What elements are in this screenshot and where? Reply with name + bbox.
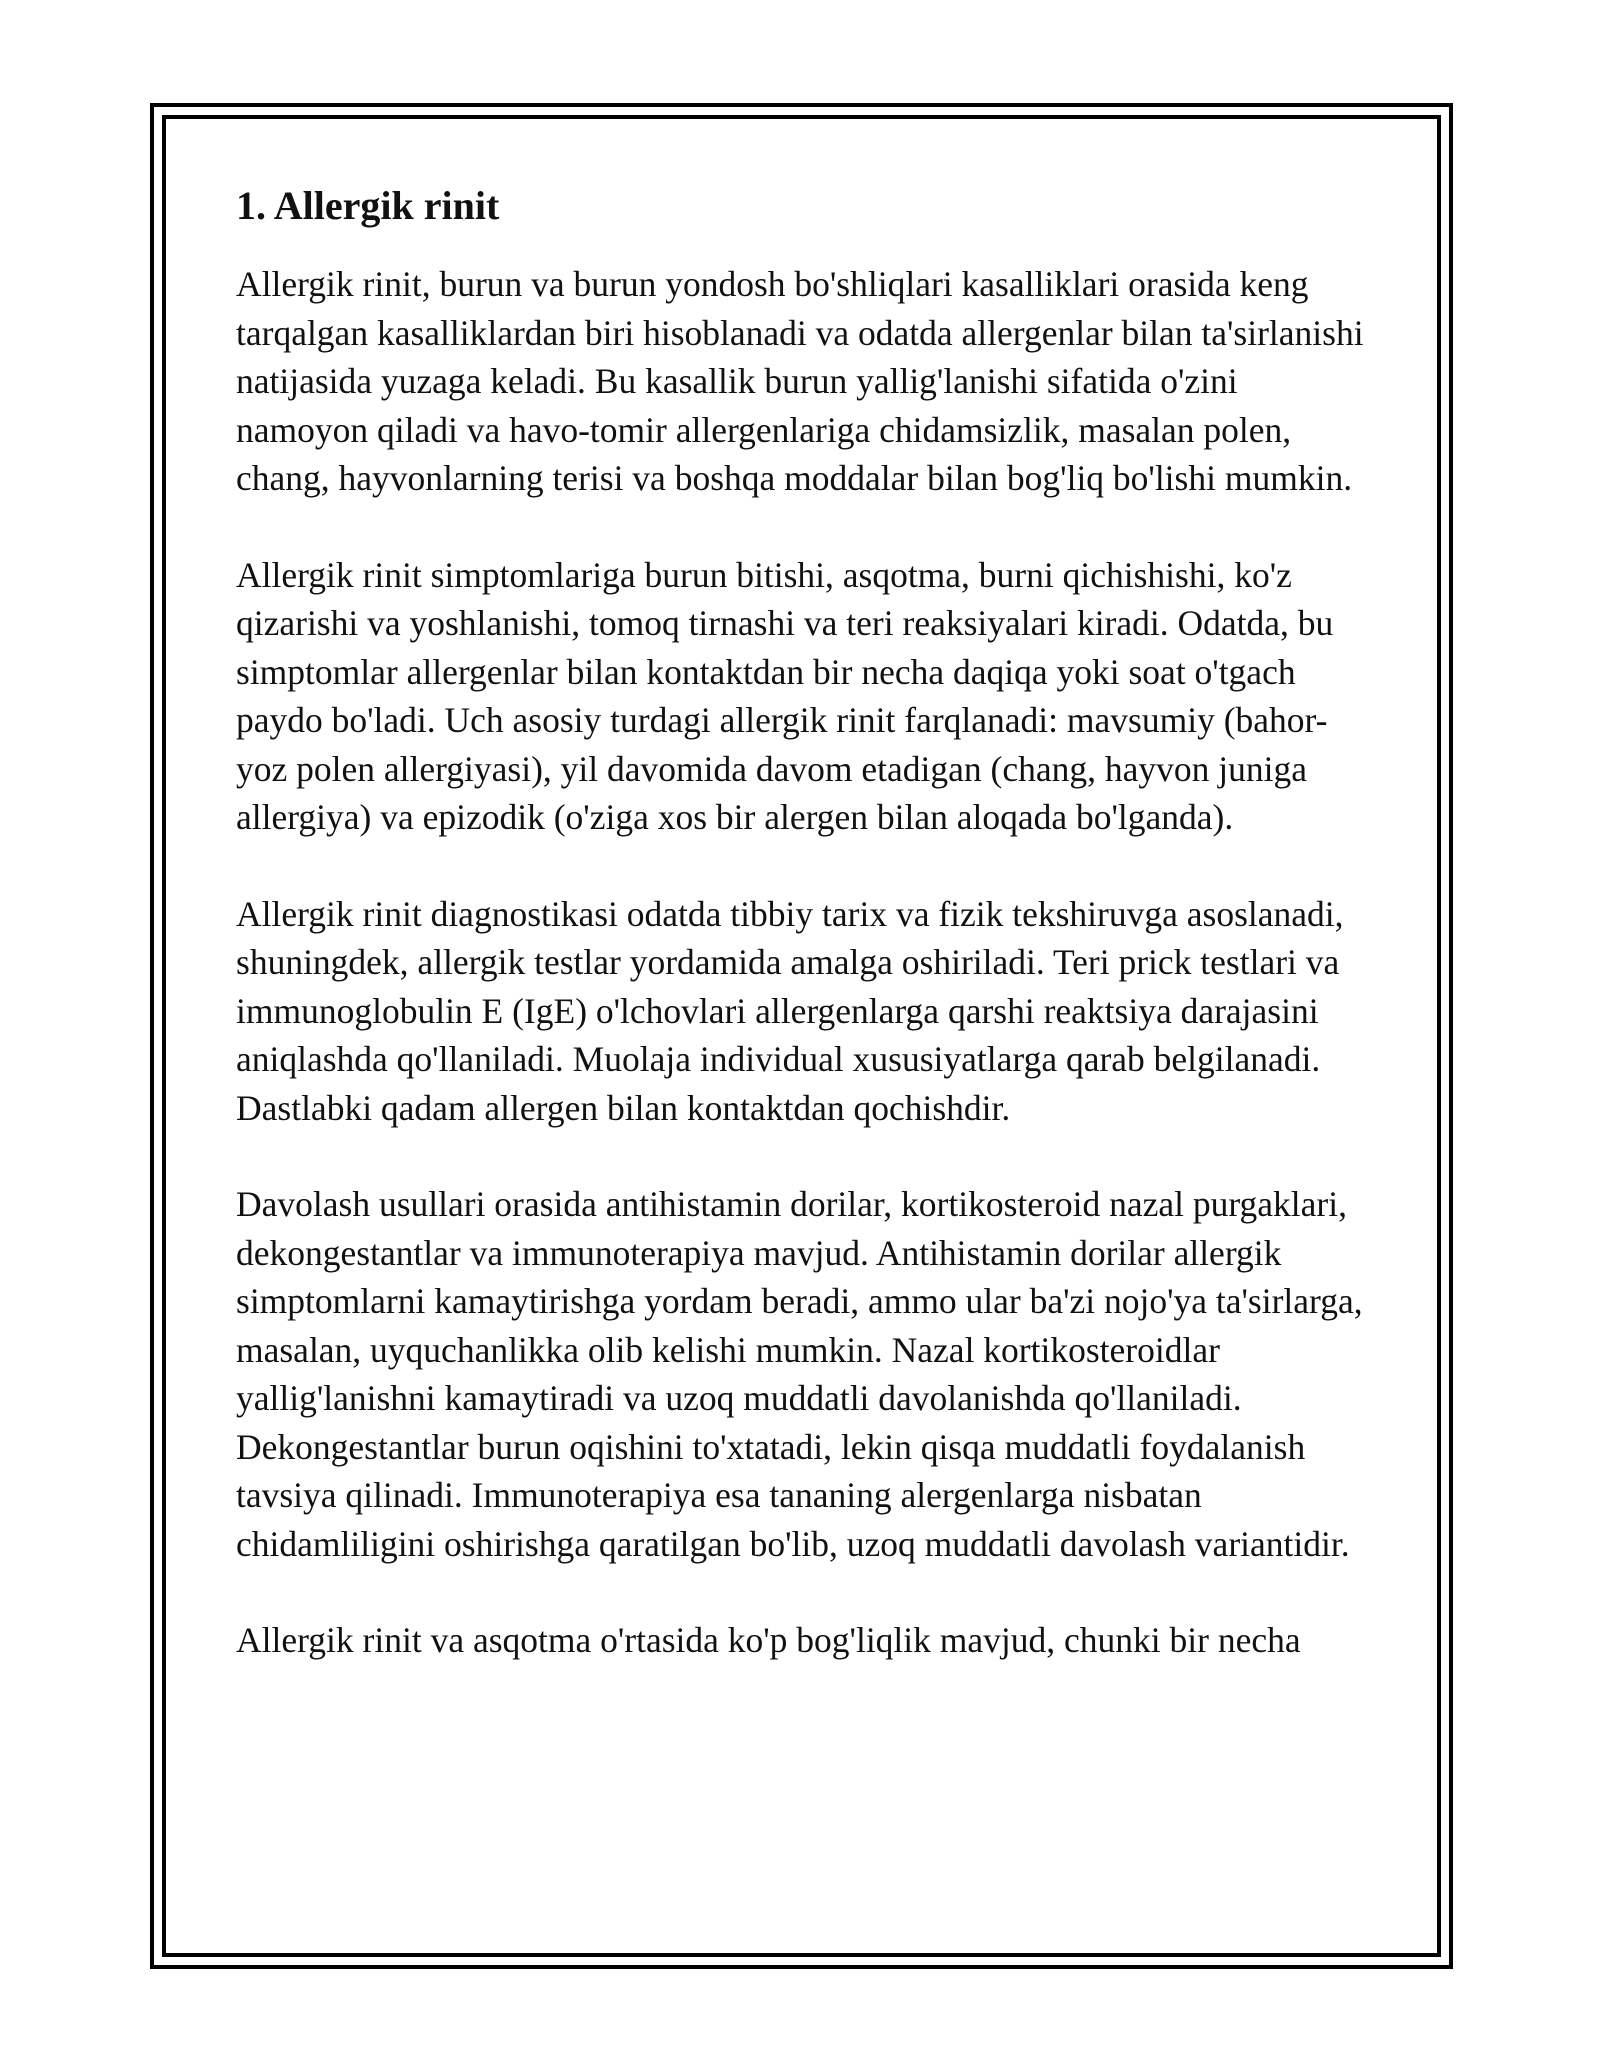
document-body — [236, 180, 1376, 1713]
paragraph-5: Allergik rinit va asqotma o'rtasida ko'p bog'liqlik mavjud, chunki bir necha — [236, 1620, 1301, 1660]
section-heading: 1. Allergik rinit — [236, 183, 500, 228]
paragraph-3: Allergik rinit diagnostikasi odatda tibbiy tarix va fizik tekshiruvga asoslanadi, shuningdek, allergik testlar yordamida amalga oshiriladi. Teri prick testlari va immunoglobulin E (IgE) o'lchovlari allergenlarga qarshi reaktsiya darajasini aniqlashda qo'llaniladi. Muolaja individual xususiyatlarga qarab belgilanadi. Dastlabki qadam allergen bilan kontaktdan qochishdir. — [236, 893, 1344, 1128]
paragraph-2: Allergik rinit simptomlariga burun bitishi, asqotma, burni qichishishi, ko'z qizarishi va yoshlanishi, tomoq tirnashi va teri reaksiyalari kiradi. Odatda, bu simptomlar allergenlar bilan kontaktdan bir necha daqiqa yoki soat o'tgach paydo bo'ladi. Uch asosiy turdagi allergik rinit farqlanadi: mavsumiy (bahor-yoz polen allergiyasi), yil davomida davom etadigan (chang, hayvon juniga allergiya) va epizodik (o'ziga xos bir alergen bilan aloqada bo'lganda). — [236, 554, 1334, 837]
paragraph-4: Davolash usullari orasida antihistamin dorilar, kortikosteroid nazal purgaklari, dekongestantlar va immunoterapiya mavjud. Antihistamin dorilar allergik simptomlarni kamaytirishga yordam beradi, ammo ular ba'zi nojo'ya ta'sirlarga, masalan, uyquchanlikka olib kelishi mumkin. Nazal kortikosteroidlar yallig'lanishni kamaytiradi va uzoq muddatli davolanishda qo'llaniladi. Dekongestantlar burun oqishini to'xtatadi, lekin qisqa muddatli foydalanish tavsiya qilinadi. Immunoterapiya esa tananing alergenlarga nisbatan chidamliligini oshirishga qaratilgan bo'lib, uzoq muddatli davolash variantidir. — [236, 1184, 1363, 1564]
paragraph-1: Allergik rinit, burun va burun yondosh bo'shliqlari kasalliklari orasida keng tarqalgan kasalliklardan biri hisoblanadi va odatda allergenlar bilan ta'sirlanishi natijasida yuzaga keladi. Bu kasallik burun yallig'lanishi sifatida o'zini namoyon qiladi va havo-tomir allergenlariga chidamsizlik, masalan polen, chang, hayvonlarning terisi va boshqa moddalar bilan bog'liq bo'lishi mumkin. — [236, 264, 1364, 498]
